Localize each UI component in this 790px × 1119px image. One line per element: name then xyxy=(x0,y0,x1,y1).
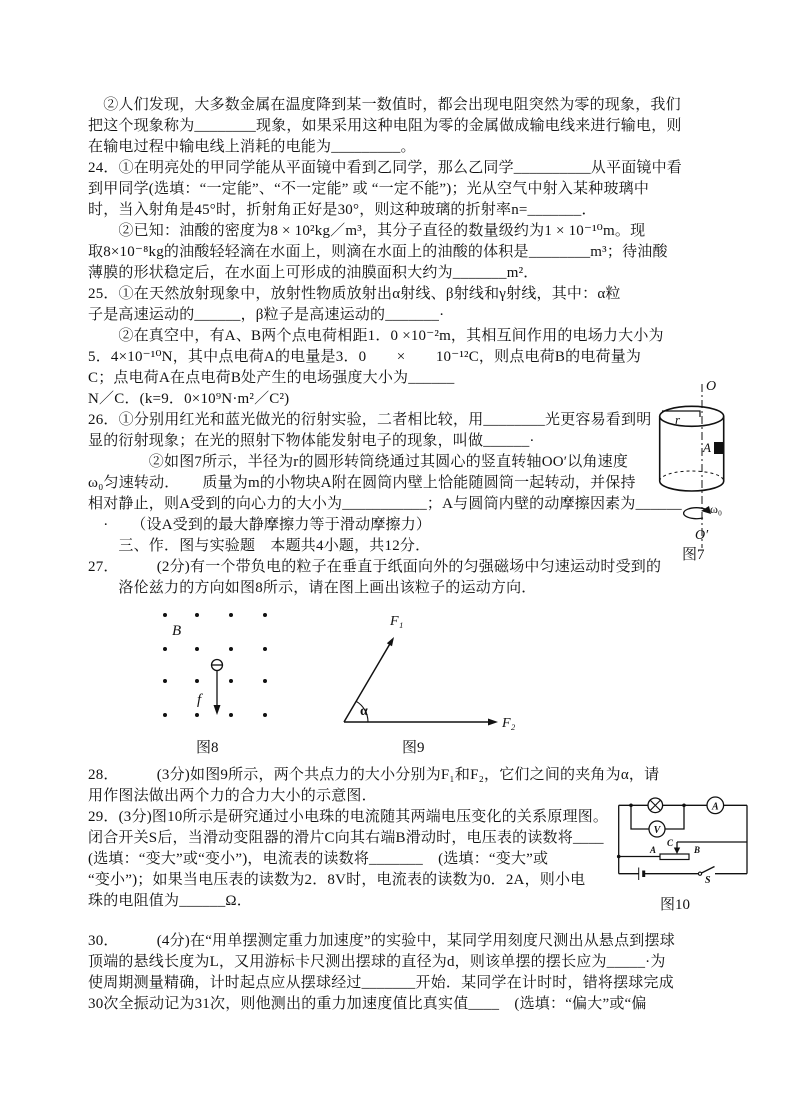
text-line-18: ②如图7所示，半径为r的圆形转筒绕通过其圆心的竖直转轴OO′以角速度 xyxy=(88,454,629,470)
figure-10-caption: 图10 xyxy=(660,897,691,913)
figure-8-charge-in-field xyxy=(150,605,280,730)
figure-7-rotating-cylinder xyxy=(648,378,780,568)
text-line-22: 三、作．图与实验题 本题共4小题，共12分． xyxy=(88,538,431,554)
text-line-25: 28． (3分)如图9所示，两个共点力的大小分别为F₁和F₂，它们之间的夹角为α，请 xyxy=(88,767,660,783)
text-line-15: N／C．(k=9．0×10⁹N·m²／C²) xyxy=(88,391,290,407)
text-line-35: 30次全振动记为31次，则他测出的重力加速度值比真实值____ (选填：“偏大”或“偏 xyxy=(88,996,647,1012)
text-line-28: 闭合开关S后，当滑动变阻器的滑片C向其右端B滑动时，电压表的读数将____ xyxy=(88,830,604,846)
field-b-label: B xyxy=(172,623,182,639)
text-line-2: 把这个现象称为________现象，如果采用这种电阻为零的金属做成输电线来进行输电，则 xyxy=(88,118,682,134)
switch-blade xyxy=(702,867,715,874)
f2-arrowhead xyxy=(488,719,498,726)
slider-arrowhead xyxy=(674,848,680,855)
voltmeter-label: V xyxy=(653,825,661,837)
cylinder-top xyxy=(660,406,724,426)
figure-9-caption: 图9 xyxy=(402,740,425,756)
text-line-30: “变小”)；如果当电压表的读数为2．8V时，电流表的读数为0．2A，则小电 xyxy=(88,872,586,888)
text-line-32: 30． (4分)在“用单摆测定重力加速度”的实验中，某同学用刻度尺测出从悬点到摆球 xyxy=(88,933,675,949)
axis-top-label: O xyxy=(706,379,717,394)
figure-9-forces xyxy=(330,605,525,730)
cylinder-bottom-back xyxy=(660,471,724,481)
text-line-27: 29．(3分)图10所示是研究通过小电珠的电流随其两端电压变化的关系原理图。 xyxy=(88,809,609,825)
f1-label: F₁ xyxy=(390,614,404,629)
text-line-1: ②人们发现，大多数金属在温度降到某一数值时，都会出现电阻突然为零的现象，我们 xyxy=(88,97,681,113)
axis-bottom-label: O′ xyxy=(695,528,709,543)
text-line-23: 27． (2分)有一个带负电的粒子在垂直于纸面向外的匀强磁场中匀速运动时受到的 xyxy=(88,559,662,575)
text-line-6: 时，当入射角是45°时，折射角正好是30°，则这种玻璃的折射率n=_______． xyxy=(88,202,597,218)
switch-pivot xyxy=(698,872,701,875)
junction-dot xyxy=(629,804,633,808)
text-line-4: 24．①在明亮处的甲同学能从平面镜中看到乙同学，那么乙同学__________从平面镜中看 xyxy=(88,160,683,176)
junction-dot xyxy=(682,804,686,808)
text-line-10: 25．①在天然放射现象中，放射性物质放射出α射线、β射线和γ射线，其中：α粒 xyxy=(88,286,621,302)
f1-arrowhead xyxy=(387,637,394,646)
text-line-5: 到甲同学(选填：“一定能”、“不一定能” 或 “一定不能”)；光从空气中射入某种玻璃中 xyxy=(88,181,650,197)
rheostat-terminal-a: A xyxy=(649,845,656,855)
text-line-20: 相对静止，则A受到的向心力的大小为___________；A与圆筒内壁的动摩擦因素为______ xyxy=(88,496,682,512)
text-line-33: 顶端的悬线长度为L，又用游标卡尺测出摆球的直径为d，则该单摆的摆长应为_____·为 xyxy=(88,954,666,970)
figure-10-circuit xyxy=(615,795,755,887)
text-line-16: 26．①分别用红光和蓝光做光的衍射实验，二者相比较，用________光更容易看到明 xyxy=(88,412,652,428)
text-line-21: · （设A受到的最大静摩擦力等于滑动摩擦力） xyxy=(88,517,432,533)
force-f-label: f xyxy=(197,692,202,708)
force-arrowhead xyxy=(214,705,221,715)
angle-label: α xyxy=(360,704,368,719)
text-line-14: C；点电荷A在点电荷B处产生的电场强度大小为______ xyxy=(88,370,455,386)
text-line-34: 使周期测量精确，计时起点应从摆球经过_______开始．某同学在计时时，错将摆球完成 xyxy=(88,975,674,991)
text-line-24: 洛伦兹力的方向如图8所示，请在图上画出该粒子的运动方向． xyxy=(88,580,537,596)
rheostat-slider-c: C xyxy=(666,838,674,848)
radius-label: r xyxy=(675,412,681,427)
rheostat xyxy=(660,854,689,860)
text-line-7: ②已知：油酸的密度为8 × 10²kg／m³，其分子直径的数量级约为1 × 10⁻¹⁰m。现 xyxy=(88,223,646,239)
switch-label: S xyxy=(705,875,711,886)
text-line-3: 在输电过程中输电线上消耗的电能为_________。 xyxy=(88,139,416,155)
text-line-11: 子是高速运动的______，β粒子是高速运动的_______· xyxy=(88,307,445,323)
text-line-19: ω₀匀速转动． 质量为m的小物块A附在圆筒内壁上恰能随圆筒一起转动，并保持 xyxy=(88,475,636,491)
text-line-12: ②在真空中，有A、B两个点电荷相距1．0 ×10⁻²m，其相互间作用的电场力大小为 xyxy=(88,328,664,344)
block-a-label: A xyxy=(703,440,711,455)
figure-7-caption: 图7 xyxy=(682,547,705,563)
text-line-31: 珠的电阻值为______Ω． xyxy=(88,893,252,909)
text-line-29: (选填：“变大”或“变小”)，电流表的读数将_______ (选填：“变大”或 xyxy=(88,851,549,867)
ammeter-label: A xyxy=(711,801,719,813)
block-a xyxy=(714,442,723,454)
figure-8-caption: 图8 xyxy=(196,740,219,756)
text-line-13: 5．4×10⁻¹⁰N，其中点电荷A的电量是3．0 × 10⁻¹²C，则点电荷B的电荷量为 xyxy=(88,349,642,365)
cylinder-bottom-front xyxy=(660,481,724,491)
text-line-17: 显的衍射现象；在光的照射下物体能发射电子的现象，叫做______· xyxy=(88,433,535,449)
text-line-9: 薄膜的形状稳定后，在水面上可形成的油膜面积大约为_______m²． xyxy=(88,265,539,281)
rheostat-terminal-b: B xyxy=(694,845,701,855)
f2-label: F₂ xyxy=(502,716,516,730)
text-line-26: 用作图法做出两个力的合力大小的示意图． xyxy=(88,788,377,804)
text-line-8: 取8×10⁻⁸kg的油酸轻轻滴在水面上，则滴在水面上的油酸的体积是________m³；待油酸 xyxy=(88,244,668,260)
radius-line xyxy=(662,411,700,417)
omega-label: ω₀ xyxy=(710,502,723,516)
junction-dot xyxy=(617,855,621,859)
circuit-wires xyxy=(619,805,747,873)
